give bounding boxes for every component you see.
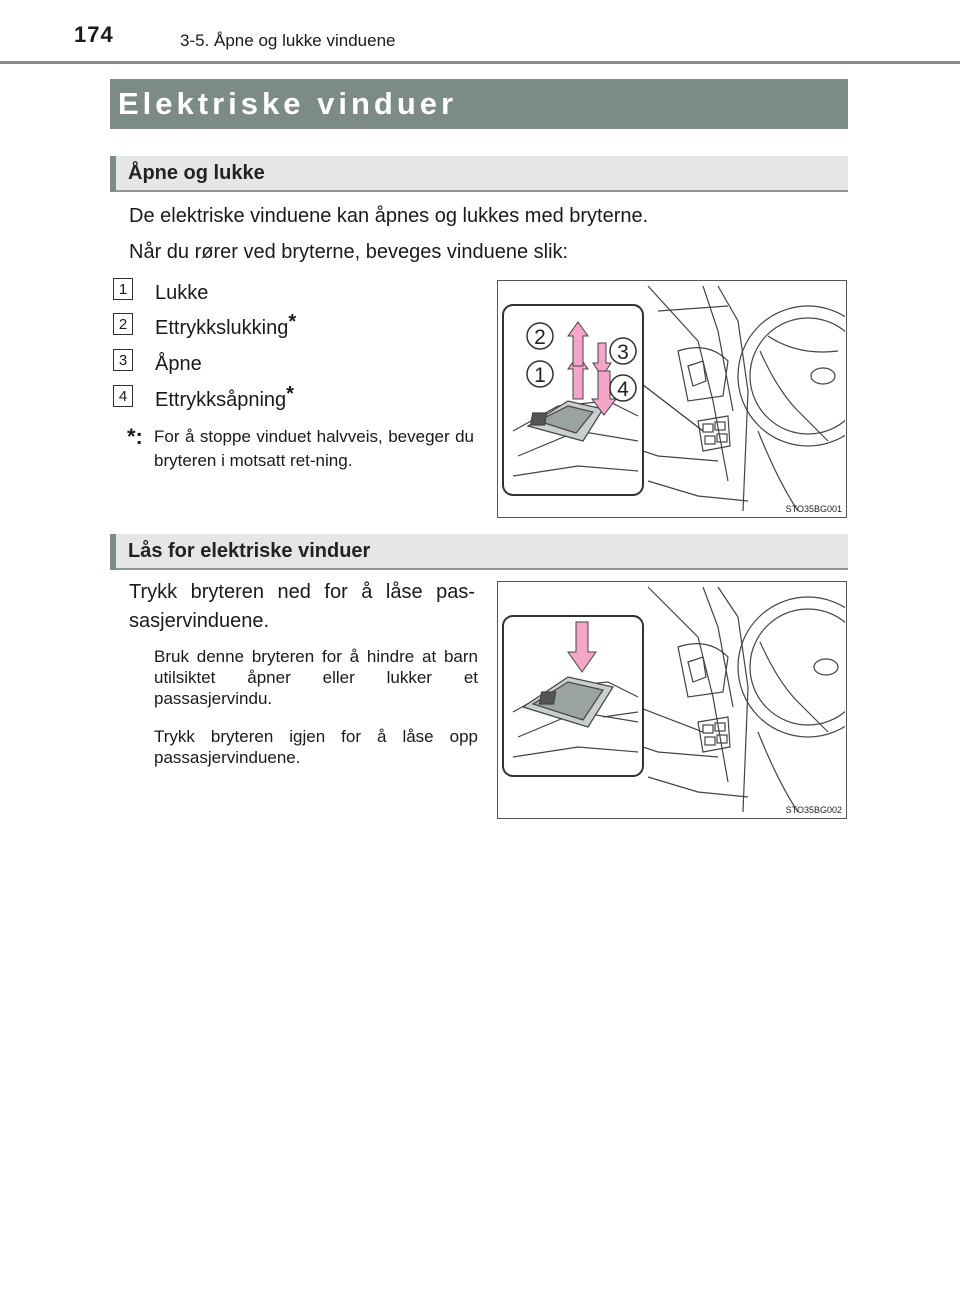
callout-2: 2 — [534, 326, 546, 349]
subheading-open-close-label: Åpne og lukke — [128, 162, 265, 184]
dashboard-illustration — [498, 281, 845, 516]
dashboard-illustration — [498, 582, 845, 817]
callout-4: 4 — [617, 378, 629, 401]
lead-text: Når du rører ved bryterne, beveges vinduene slik: — [129, 241, 569, 263]
subheading-lock — [110, 534, 848, 570]
header-divider — [0, 61, 960, 64]
lock-note-1: Bruk denne bryteren for å hindre at barn utilsiktet åpner eller lukker et passasjervindu. — [154, 647, 478, 708]
lock-note-2: Trykk bryteren igjen for å låse opp passasjervinduene. — [154, 727, 478, 767]
list-item-label: Ettrykksåpning* — [155, 383, 294, 411]
chapter-title: 3-5. Åpne og lukke vinduene — [180, 31, 396, 50]
subheading-lock-label: Lås for elektriske vinduer — [128, 540, 371, 562]
callout-1: 1 — [534, 364, 546, 387]
number-badge: 2 — [113, 313, 133, 335]
number-badge: 3 — [113, 349, 133, 371]
page-number: 174 — [74, 22, 114, 47]
figure-code: STO35BG002 — [785, 805, 842, 815]
list-item-label: Ettrykkslukking* — [155, 311, 297, 339]
figure-code: STO35BG001 — [785, 504, 842, 514]
figure-window-switch — [497, 280, 847, 518]
footnote-mark: *: — [127, 424, 143, 449]
subheading-open-close — [110, 156, 848, 192]
figure-lock-switch — [497, 581, 847, 819]
section-banner — [110, 79, 848, 129]
section-title: Elektriske vinduer — [118, 86, 458, 121]
intro-text: De elektriske vinduene kan åpnes og lukkes med bryterne. — [129, 205, 649, 227]
callout-3: 3 — [617, 341, 629, 364]
number-badge: 4 — [113, 385, 133, 407]
list-item-label: Lukke — [155, 282, 209, 304]
footnote-text: For å stoppe vinduet halvveis, beveger du bryteren i motsatt ret-ning. — [154, 427, 474, 470]
number-badge: 1 — [113, 278, 133, 300]
lock-instruction: Trykk bryteren ned for å låse pas-sasjervinduene. — [129, 581, 475, 632]
list-item-label: Åpne — [155, 353, 202, 375]
